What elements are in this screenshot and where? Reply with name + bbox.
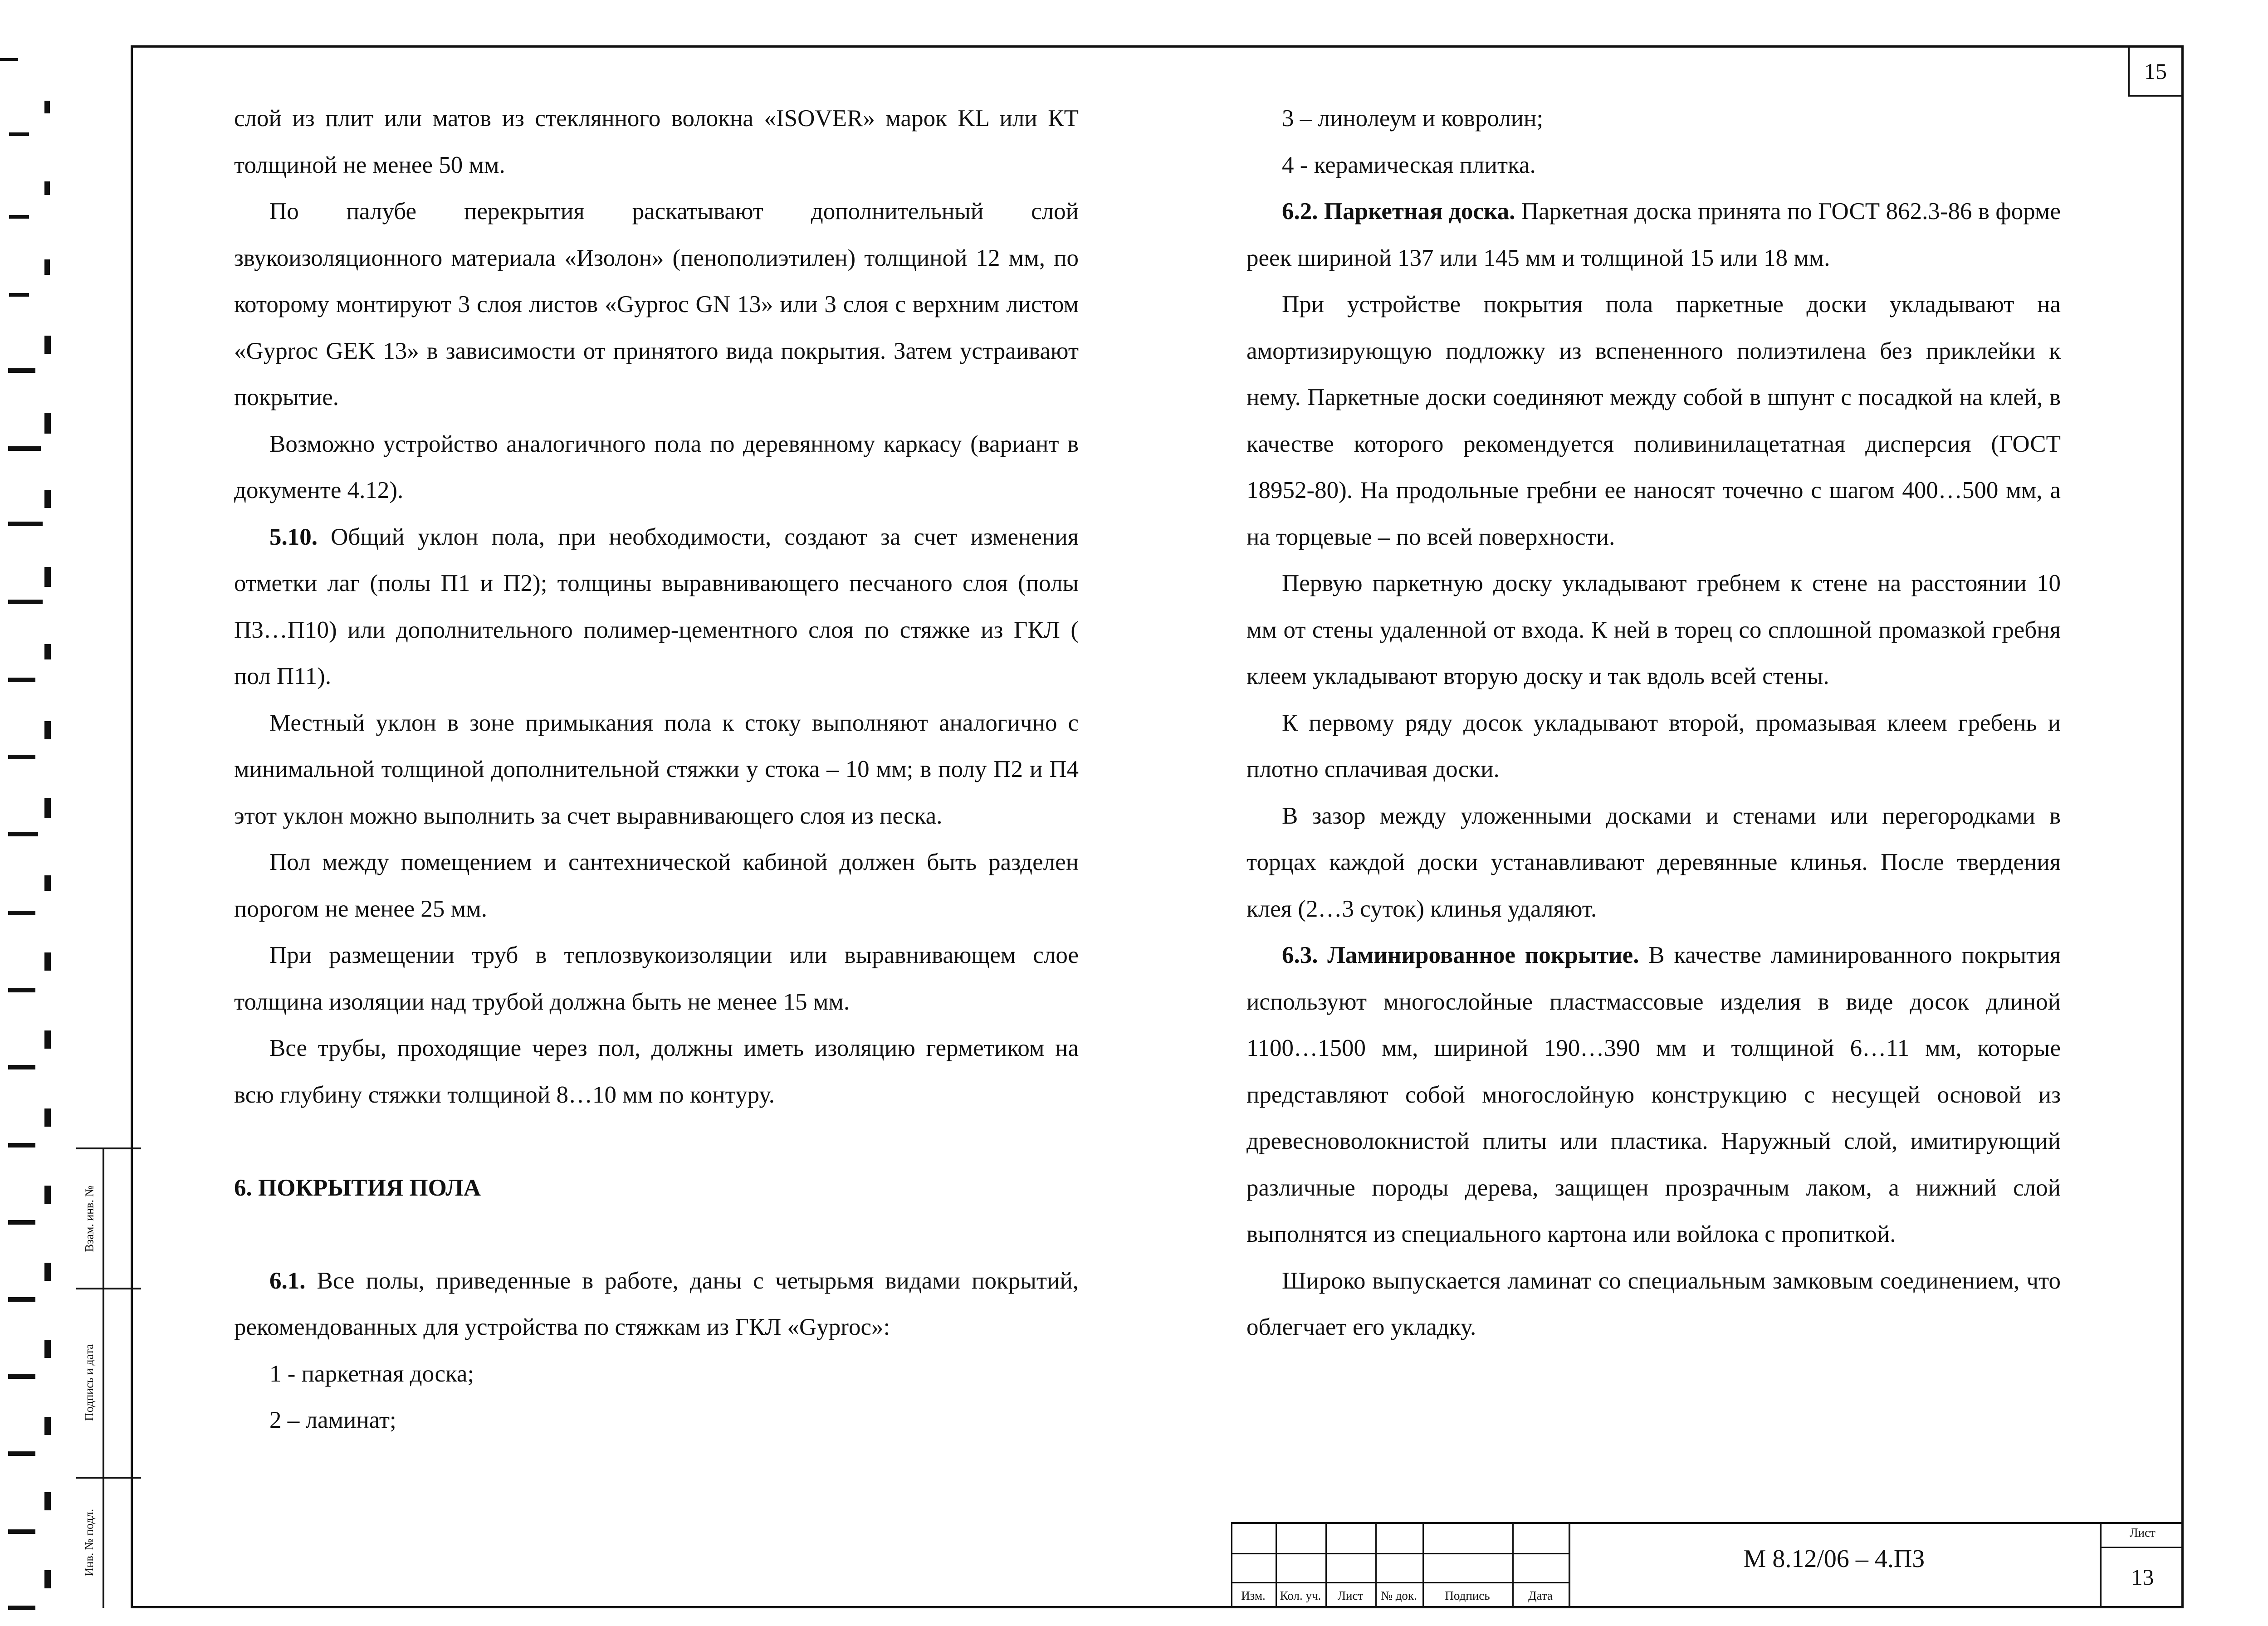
binding-mark (8, 678, 35, 682)
paragraph: слой из плит или матов из стеклянного волокна «ISOVER» марок KL или КТ толщиной не менее 50 мм. (234, 105, 1079, 178)
binding-mark (44, 1186, 51, 1204)
side-label: Взам. инв. № (83, 1185, 96, 1252)
binding-mark (8, 368, 35, 373)
left-text-column (234, 95, 1079, 1444)
binding-mark (44, 259, 50, 275)
side-label-cell (76, 1288, 103, 1477)
binding-mark (8, 1220, 35, 1225)
document-code: М 8.12/06 – 4.ПЗ (1743, 1545, 1925, 1573)
binding-mark (8, 1529, 35, 1534)
table-line (103, 1149, 104, 1608)
side-label: Подпись и дата (83, 1343, 96, 1421)
sheet-label: Лист (2130, 1526, 2156, 1539)
sheet-number: 13 (2131, 1564, 2154, 1590)
binding-mark (9, 215, 29, 219)
column-caption: Подпись (1445, 1588, 1490, 1602)
column-caption: Лист (1337, 1588, 1364, 1602)
binding-edge (0, 0, 64, 1626)
paragraph: Широко выпускается ламинат со специальным замковым соединением, что облегчает его укладку. (1246, 1267, 2061, 1340)
binding-mark (8, 911, 35, 915)
binding-mark (44, 798, 51, 818)
binding-mark (8, 446, 41, 451)
right-text-column (1246, 95, 2061, 1351)
table-line (2100, 1547, 2184, 1548)
binding-mark (8, 1065, 35, 1069)
binding-mark (8, 1606, 35, 1610)
subsection-title: 6.3. Ламинированное покрытие. (1282, 942, 1639, 968)
binding-mark (8, 1143, 35, 1147)
binding-mark (8, 755, 35, 759)
binding-mark (44, 490, 51, 508)
binding-mark (8, 1297, 35, 1302)
binding-mark (44, 1417, 51, 1435)
list-item: 2 – ламинат; (269, 1407, 396, 1433)
binding-mark (9, 132, 29, 136)
binding-mark (44, 1108, 51, 1127)
paragraph-number: 6.1. (269, 1267, 306, 1294)
paragraph: В зазор между уложенными досками и стенами или перегородками в торцах каждой доски устанавливают деревянные клинья. После твердения клея (2…3 суток) клинья удаляют. (1246, 802, 2061, 922)
list-item: 3 – линолеум и ковролин; (1282, 105, 1544, 132)
side-label-cell (76, 1149, 103, 1288)
paragraph-6-3 (1246, 932, 2061, 1258)
binding-mark (44, 413, 51, 434)
spacer (234, 1118, 1079, 1165)
paragraph-text: Общий уклон пола, при необходимости, создают за счет изменения отметки лаг (полы П1 и П2); толщины выравнивающего песчаного слоя (полы П3…П10) или дополнительного полимер-цементного слоя по стяжке из ГКЛ ( пол П11). (234, 523, 1079, 689)
paragraph-6-2 (1246, 188, 2061, 281)
subsection-title: 6.2. Паркетная доска. (1282, 198, 1515, 225)
paragraph: При устройстве покрытия пола паркетные доски укладывают на амортизирующую подложку из вспененного полиэтилена без приклейки к нему. Паркетные доски соединяют между собой в шпунт с посадкой на клей, в качестве которого рекомендуется поливинилацетатная дисперсия (ГОСТ 18952-80). На продольные гребни ее наносят точечно с шагом 400…500 мм, а на торцевые – по всей поверхности. (1246, 291, 2061, 550)
table-line (1231, 1582, 1569, 1583)
title-block (1231, 1522, 2184, 1608)
page-corner-number: 15 (2128, 48, 2181, 97)
paragraph: Возможно устройство аналогичного пола по деревянному каркасу (вариант в документе 4.12). (234, 430, 1079, 503)
paragraph-number: 5.10. (269, 523, 318, 550)
side-stamp-table (76, 1147, 141, 1608)
revision-grid (1231, 1524, 1569, 1608)
binding-mark (0, 58, 18, 61)
column-caption: Изм. (1241, 1588, 1266, 1602)
binding-mark (44, 1492, 51, 1510)
paragraph: По палубе перекрытия раскатывают дополнительный слой звукоизоляционного материала «Изолон» (пенополиэтилен) толщиной 12 мм, по которому монтируют 3 слоя листов «Gyproc GN 13» или 3 слоя с верхним листом «Gyproc GEK 13» в зависимости от принятого вида покрытия. Затем устраивают покрытие. (234, 198, 1079, 410)
paragraph-text: Паркетная доска принята по ГОСТ 862.3-86 в форме реек шириной 137 или 145 мм и толщиной 15 или 18 мм. (1246, 198, 2061, 271)
paragraph: При размещении труб в теплозвукоизоляции или выравнивающем слое толщина изоляции над трубой должна быть не менее 15 мм. (234, 942, 1079, 1015)
binding-mark (8, 988, 35, 992)
binding-mark (8, 832, 38, 836)
binding-mark (8, 600, 43, 604)
binding-mark (44, 875, 51, 891)
binding-mark (44, 644, 51, 659)
binding-mark (44, 952, 51, 971)
binding-mark (44, 1570, 51, 1588)
binding-mark (8, 1374, 35, 1379)
table-line (1231, 1553, 1569, 1554)
paragraph: К первому ряду досок укладывают второй, промазывая клеем гребень и плотно сплачивая доски. (1246, 709, 2061, 782)
binding-mark (44, 101, 50, 113)
paragraph: Пол между помещением и сантехнической кабиной должен быть разделен порогом не менее 25 мм. (234, 849, 1079, 922)
binding-mark (8, 522, 43, 526)
spacer (234, 1211, 1079, 1258)
paragraph: Местный уклон в зоне примыкания пола к стоку выполняют аналогично с минимальной толщиной дополнительной стяжки у стока – 10 мм; в полу П2 и П4 этот уклон можно выполнить за счет выравнивающего слоя из песка. (234, 709, 1079, 829)
binding-mark (9, 293, 29, 297)
paragraph: Все трубы, проходящие через пол, должны иметь изоляцию герметиком на всю глубину стяжки толщиной 8…10 мм по контуру. (234, 1035, 1079, 1108)
side-label: Инв. № подл. (83, 1509, 96, 1577)
column-caption: Кол. уч. (1280, 1588, 1321, 1602)
section-heading: 6. ПОКРЫТИЯ ПОЛА (234, 1174, 481, 1201)
paragraph-text: Все полы, приведенные в работе, даны с четырьмя видами покрытий, рекомендованных для устройства по стяжкам из ГКЛ «Gyproc»: (234, 1267, 1079, 1340)
binding-mark (44, 1030, 51, 1049)
binding-mark (44, 1263, 51, 1281)
binding-mark (44, 181, 50, 195)
binding-mark (44, 567, 51, 587)
side-label-cell (76, 1477, 103, 1608)
column-caption: Дата (1528, 1588, 1553, 1602)
paragraph: Первую паркетную доску укладывают гребнем к стене на расстоянии 10 мм от стены удаленной от входа. К ней в торец со сплошной промазкой гребня клеем укладывают вторую доску и так вдоль всей стены. (1246, 570, 2061, 689)
paragraph-text: В качестве ламинированного покрытия используют многослойные пластмассовые изделия в виде досок длиной 1100…1500 мм, шириной 190…390 мм и толщиной 6…11 мм, которые представляют собой многослойную конструкцию с несущей основой из древесноволокнистой плиты или пластика. Наружный слой, имитирующий различные породы дерева, защищен прозрачным лаком, а нижний слой выполнятся из специального картона или войлока с пропиткой. (1246, 942, 2061, 1247)
binding-mark (8, 1451, 35, 1456)
binding-mark (44, 336, 51, 354)
list-item: 4 - керамическая плитка. (1282, 151, 1536, 178)
list-item: 1 - паркетная доска; (269, 1360, 474, 1387)
binding-mark (44, 1340, 51, 1358)
column-caption: № док. (1381, 1588, 1417, 1602)
paragraph-5-10 (234, 514, 1079, 700)
paragraph-6-1 (234, 1258, 1079, 1351)
binding-mark (44, 721, 51, 739)
